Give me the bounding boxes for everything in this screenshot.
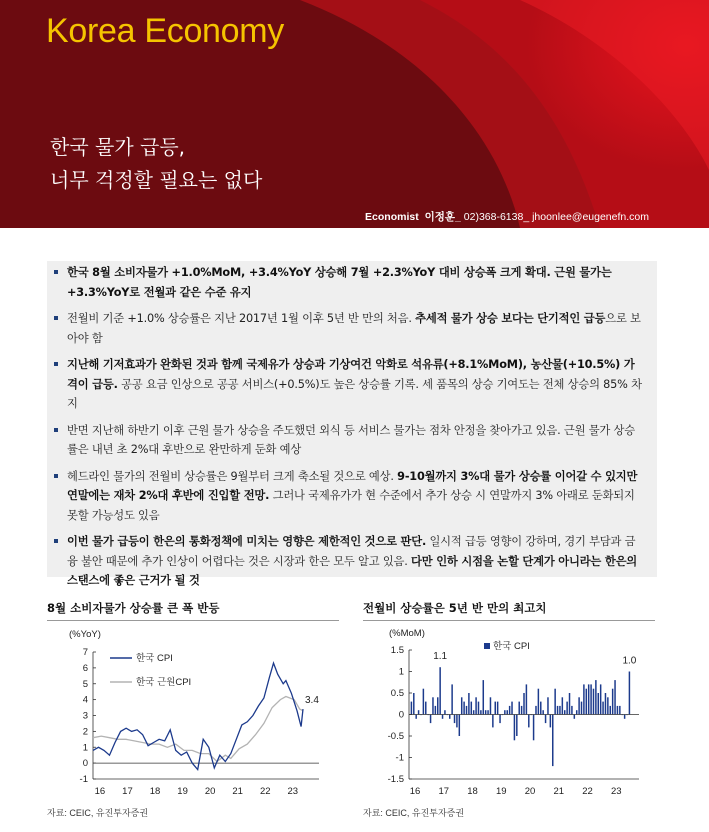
- chart2-y-tick-label: 0.5: [390, 688, 404, 699]
- bullet-6: [67, 532, 647, 598]
- chart1-x-tick-label: 20: [204, 786, 216, 797]
- chart2-bar: [547, 697, 548, 714]
- chart2-bar: [566, 702, 567, 715]
- chart2-bar: [629, 672, 630, 715]
- chart1-unit-label: (%YoY): [69, 629, 101, 640]
- chart2-legend-swatch: [484, 643, 490, 649]
- chart2-bar: [528, 715, 529, 728]
- chart2-bar: [576, 710, 577, 714]
- chart2-bar: [590, 684, 591, 714]
- chart2-bar: [456, 715, 457, 728]
- report-headline: [50, 131, 262, 197]
- brand-title: Korea Economy: [46, 12, 285, 50]
- chart2-annotation-2017: 1.1: [433, 651, 448, 663]
- chart2-bar: [523, 693, 524, 715]
- report-banner: [0, 0, 709, 228]
- chart2-bar: [473, 710, 474, 714]
- chart2-legend-label: 한국 CPI: [493, 641, 530, 652]
- chart1-cpi-yoy-line: [47, 622, 339, 804]
- author-byline: [365, 209, 649, 224]
- chart2-bar: [574, 715, 575, 719]
- bullet-5-tail: 그러나 국제유가가 현 수준에서 추가 상승 시 연말까지 3% 아래로 둔화되지 못할 가능성도 있음: [67, 489, 635, 522]
- chart1-y-tick-label: 4: [82, 694, 88, 706]
- summary-box: [47, 261, 657, 587]
- chart2-bar: [459, 715, 460, 737]
- chart2-bar: [619, 706, 620, 715]
- chart1-series-line-cpi: [93, 663, 303, 769]
- chart2-bar: [418, 710, 419, 714]
- chart2-bar: [624, 715, 625, 719]
- bullet-4-text: 반면 지난해 하반기 이후 근원 물가 상승을 주도했던 외식 등 서비스 물가는 점차 안정을 찾아가고 있음. 근원 물가 상승률은 내년 초 2%대 후반으로 완만하게 둔화 예상: [67, 423, 635, 456]
- bullet-marker-icon: [54, 474, 58, 478]
- chart2-bar: [521, 706, 522, 715]
- chart2-cpi-mom-bar: [363, 622, 657, 804]
- chart2-bar: [514, 715, 515, 741]
- chart2-bar: [617, 706, 618, 715]
- chart2-bar: [559, 706, 560, 715]
- chart2-bar: [423, 689, 424, 715]
- chart2-bar: [518, 702, 519, 715]
- chart1-x-tick-label: 19: [177, 786, 188, 797]
- chart2-bar: [552, 715, 553, 767]
- chart2-x-tick-label: 19: [495, 786, 507, 797]
- chart2-x-tick-label: 17: [438, 786, 450, 797]
- chart2-x-tick-label: 22: [582, 786, 593, 797]
- bullet-1-text: 한국 8월 소비자물가 +1.0%MoM, +3.4%YoY 상승해 7월 +2.3%YoY 대비 상승폭 크게 확대. 근원 물가는 +3.3%YoY로 전월과 같은 수준 유지: [67, 266, 612, 299]
- chart2-bar: [449, 715, 450, 719]
- chart1-y-tick-label: -1: [79, 774, 88, 785]
- chart2-bar: [413, 693, 414, 715]
- chart2-bar: [480, 710, 481, 714]
- chart2-bar: [571, 706, 572, 715]
- bullet-6-bold: 이번 물가 급등이 한은의 통화정책에 미치는 영향은 제한적인 것으로 판단.: [67, 535, 427, 548]
- chart2-bar: [478, 702, 479, 715]
- chart1-source: 자료: CEIC, 유진투자증권: [47, 808, 149, 818]
- chart2-x-tick-label: 21: [553, 786, 565, 797]
- headline-line-2: 너무 걱정할 필요는 없다: [50, 168, 263, 192]
- chart1-y-tick-label: 5: [82, 678, 88, 690]
- chart2-x-tick-label: 23: [610, 786, 622, 797]
- chart2-bar: [454, 715, 455, 724]
- chart2-bar: [569, 693, 570, 715]
- summary-bullets: [47, 261, 657, 598]
- chart2-bar: [610, 706, 611, 715]
- chart2-bar: [490, 697, 491, 714]
- chart2-bar: [437, 697, 438, 714]
- chart1-title-rule: [47, 620, 339, 621]
- bullet-3-bold: 지난해 기저효과가 완화된 것과 함께 국제유가 상승과 기상여건 악화로 석유류(+8.1%MoM), 농산물(+10.5%) 가격이 급등.: [67, 358, 635, 391]
- bullet-5: [67, 467, 647, 533]
- chart2-bar: [612, 689, 613, 715]
- bullet-2: [67, 309, 647, 355]
- chart2-bar: [602, 702, 603, 715]
- chart2-bar: [600, 684, 601, 714]
- chart2-bar: [557, 706, 558, 715]
- chart2-bar: [562, 697, 563, 714]
- chart1-y-tick-label: 1: [82, 742, 88, 754]
- bullet-marker-icon: [54, 270, 58, 274]
- chart2-bar: [499, 715, 500, 724]
- chart2-bar: [605, 693, 606, 715]
- chart2-bar: [607, 697, 608, 714]
- chart2-bar: [461, 697, 462, 714]
- chart2-bar: [411, 702, 412, 715]
- chart2-bar: [471, 702, 472, 715]
- chart2-bar: [415, 715, 416, 719]
- chart2-bar: [435, 706, 436, 715]
- chart2-bar: [511, 702, 512, 715]
- bullet-3: [67, 355, 647, 421]
- chart2-bar: [504, 710, 505, 714]
- byline-contact: 02)368-6138_ jhoonlee@eugenefn.com: [460, 211, 649, 223]
- chart1-y-tick-label: 0: [82, 758, 88, 770]
- bullet-5-text: 헤드라인 물가의 전월비 상승률은 9월부터 크게 축소될 것으로 예상.: [67, 469, 398, 483]
- chart2-bar: [588, 684, 589, 714]
- chart2-annotation-2023: 1.0: [622, 655, 637, 667]
- chart2-bar: [425, 702, 426, 715]
- bullet-6-bold-2: 다만 인하 시점을 논할 단계가 아니라는 한은의 스탠스에 좋은 근거가 될 것: [67, 554, 637, 587]
- chart2-bar: [439, 667, 440, 714]
- bullet-2-bold: 추세적 물가 상승 보다는 단기적인 급등: [415, 312, 606, 325]
- chart1-legend-label: 한국 CPI: [136, 653, 173, 664]
- bullet-2-tail: 으로 보아야 함: [67, 312, 641, 345]
- chart1-x-tick-label: 23: [287, 786, 299, 797]
- chart2-y-tick-label: 1.5: [390, 645, 404, 656]
- chart2-bar: [468, 693, 469, 715]
- chart2-bar: [593, 689, 594, 715]
- chart2-bar: [451, 684, 452, 714]
- bullet-marker-icon: [54, 428, 58, 432]
- chart2-bar: [442, 715, 443, 719]
- chart2-bar: [444, 710, 445, 714]
- chart2-bar: [554, 689, 555, 715]
- chart2-bar: [485, 710, 486, 714]
- chart1-x-tick-label: 22: [259, 786, 271, 797]
- bullet-2-text: 전월비 기준 +1.0% 상승률은 지난 2017년 1월 이후 5년 반 만의 처음.: [67, 312, 416, 325]
- chart2-y-tick-label: -1: [395, 752, 404, 764]
- chart2-bar: [466, 706, 467, 715]
- bullet-marker-icon: [54, 539, 58, 543]
- headline-line-1: 한국 물가 급등,: [50, 135, 185, 159]
- chart1-last-value-label: 3.4: [305, 695, 319, 707]
- chart1-y-tick-label: 2: [82, 726, 88, 738]
- chart1-y-tick-label: 3: [82, 710, 88, 722]
- chart2-bar: [538, 689, 539, 715]
- chart2-bar: [463, 702, 464, 715]
- chart2-y-tick-label: -1.5: [387, 774, 404, 785]
- chart2-x-tick-label: 16: [409, 786, 421, 797]
- chart2-bar: [509, 706, 510, 715]
- bullet-marker-icon: [54, 362, 58, 366]
- chart2-bar: [495, 702, 496, 715]
- chart2-bar: [535, 706, 536, 715]
- bullet-1: [67, 263, 647, 309]
- chart2-bar: [497, 702, 498, 715]
- chart1-title: 8월 소비자물가 상승률 큰 폭 반등: [47, 601, 220, 615]
- chart2-y-tick-label: 0: [398, 709, 404, 721]
- chart2-bar: [614, 680, 615, 714]
- chart2-bar: [492, 715, 493, 728]
- bullet-4: [67, 421, 647, 467]
- chart2-bar: [540, 702, 541, 715]
- chart2-bar: [578, 697, 579, 714]
- bullet-marker-icon: [54, 316, 58, 320]
- chart2-bar: [598, 693, 599, 715]
- chart2-y-tick-label: -0.5: [387, 731, 404, 742]
- chart1-x-tick-label: 21: [232, 786, 243, 797]
- chart2-bar: [475, 697, 476, 714]
- chart2-title: 전월비 상승률은 5년 반 만의 최고치: [363, 601, 547, 615]
- chart1-legend-label: 한국 근원CPI: [136, 677, 192, 688]
- chart2-bar: [550, 715, 551, 728]
- chart1-x-tick-label: 18: [149, 786, 161, 797]
- chart2-bar: [506, 710, 507, 714]
- chart2-x-tick-label: 18: [467, 786, 478, 797]
- byline-role: Economist: [365, 211, 419, 223]
- chart1-y-tick-label: 7: [82, 647, 88, 658]
- chart1-y-tick-label: 6: [82, 662, 88, 674]
- chart1-x-tick-label: 16: [94, 786, 106, 797]
- chart2-bar: [533, 715, 534, 741]
- chart2-title-rule: [363, 620, 655, 621]
- chart2-bar: [545, 715, 546, 724]
- chart2-bar: [487, 710, 488, 714]
- chart2-bar: [542, 710, 543, 714]
- chart2-bar: [564, 710, 565, 714]
- chart2-source: 자료: CEIC, 유진투자증권: [363, 808, 465, 818]
- chart2-bar: [595, 680, 596, 714]
- bullet-6-text: 일시적 급등 영향이 강하며, 경기 부담과 금융 불안 때문에 추가 인상이 어렵다는 것은 시장과 한은 모두 알고 있음.: [67, 535, 636, 568]
- chart2-unit-label: (%MoM): [389, 628, 425, 639]
- chart2-bar: [583, 684, 584, 714]
- chart2-bar: [430, 715, 431, 724]
- chart1-x-tick-label: 17: [122, 786, 133, 797]
- chart2-bar: [586, 689, 587, 715]
- bullet-3-text: 공공 요금 인상으로 공공 서비스(+0.5%)도 높은 상승률 기록. 세 품목의 상승 기여도는 전체 상승의 85% 차지: [67, 377, 642, 410]
- bullet-5-bold: 9-10월까지 3%대 물가 상승률 이어갈 수 있지만 연말에는 재차 2%대 후반에 진입할 전망.: [67, 469, 638, 502]
- byline-name: 이정훈_: [424, 211, 461, 223]
- chart2-bar: [516, 715, 517, 737]
- chart2-bar: [581, 702, 582, 715]
- chart2-bar: [526, 684, 527, 714]
- chart2-bar: [483, 680, 484, 714]
- chart2-y-tick-label: 1: [398, 666, 404, 678]
- chart2-x-tick-label: 20: [524, 786, 536, 797]
- chart2-bar: [432, 697, 433, 714]
